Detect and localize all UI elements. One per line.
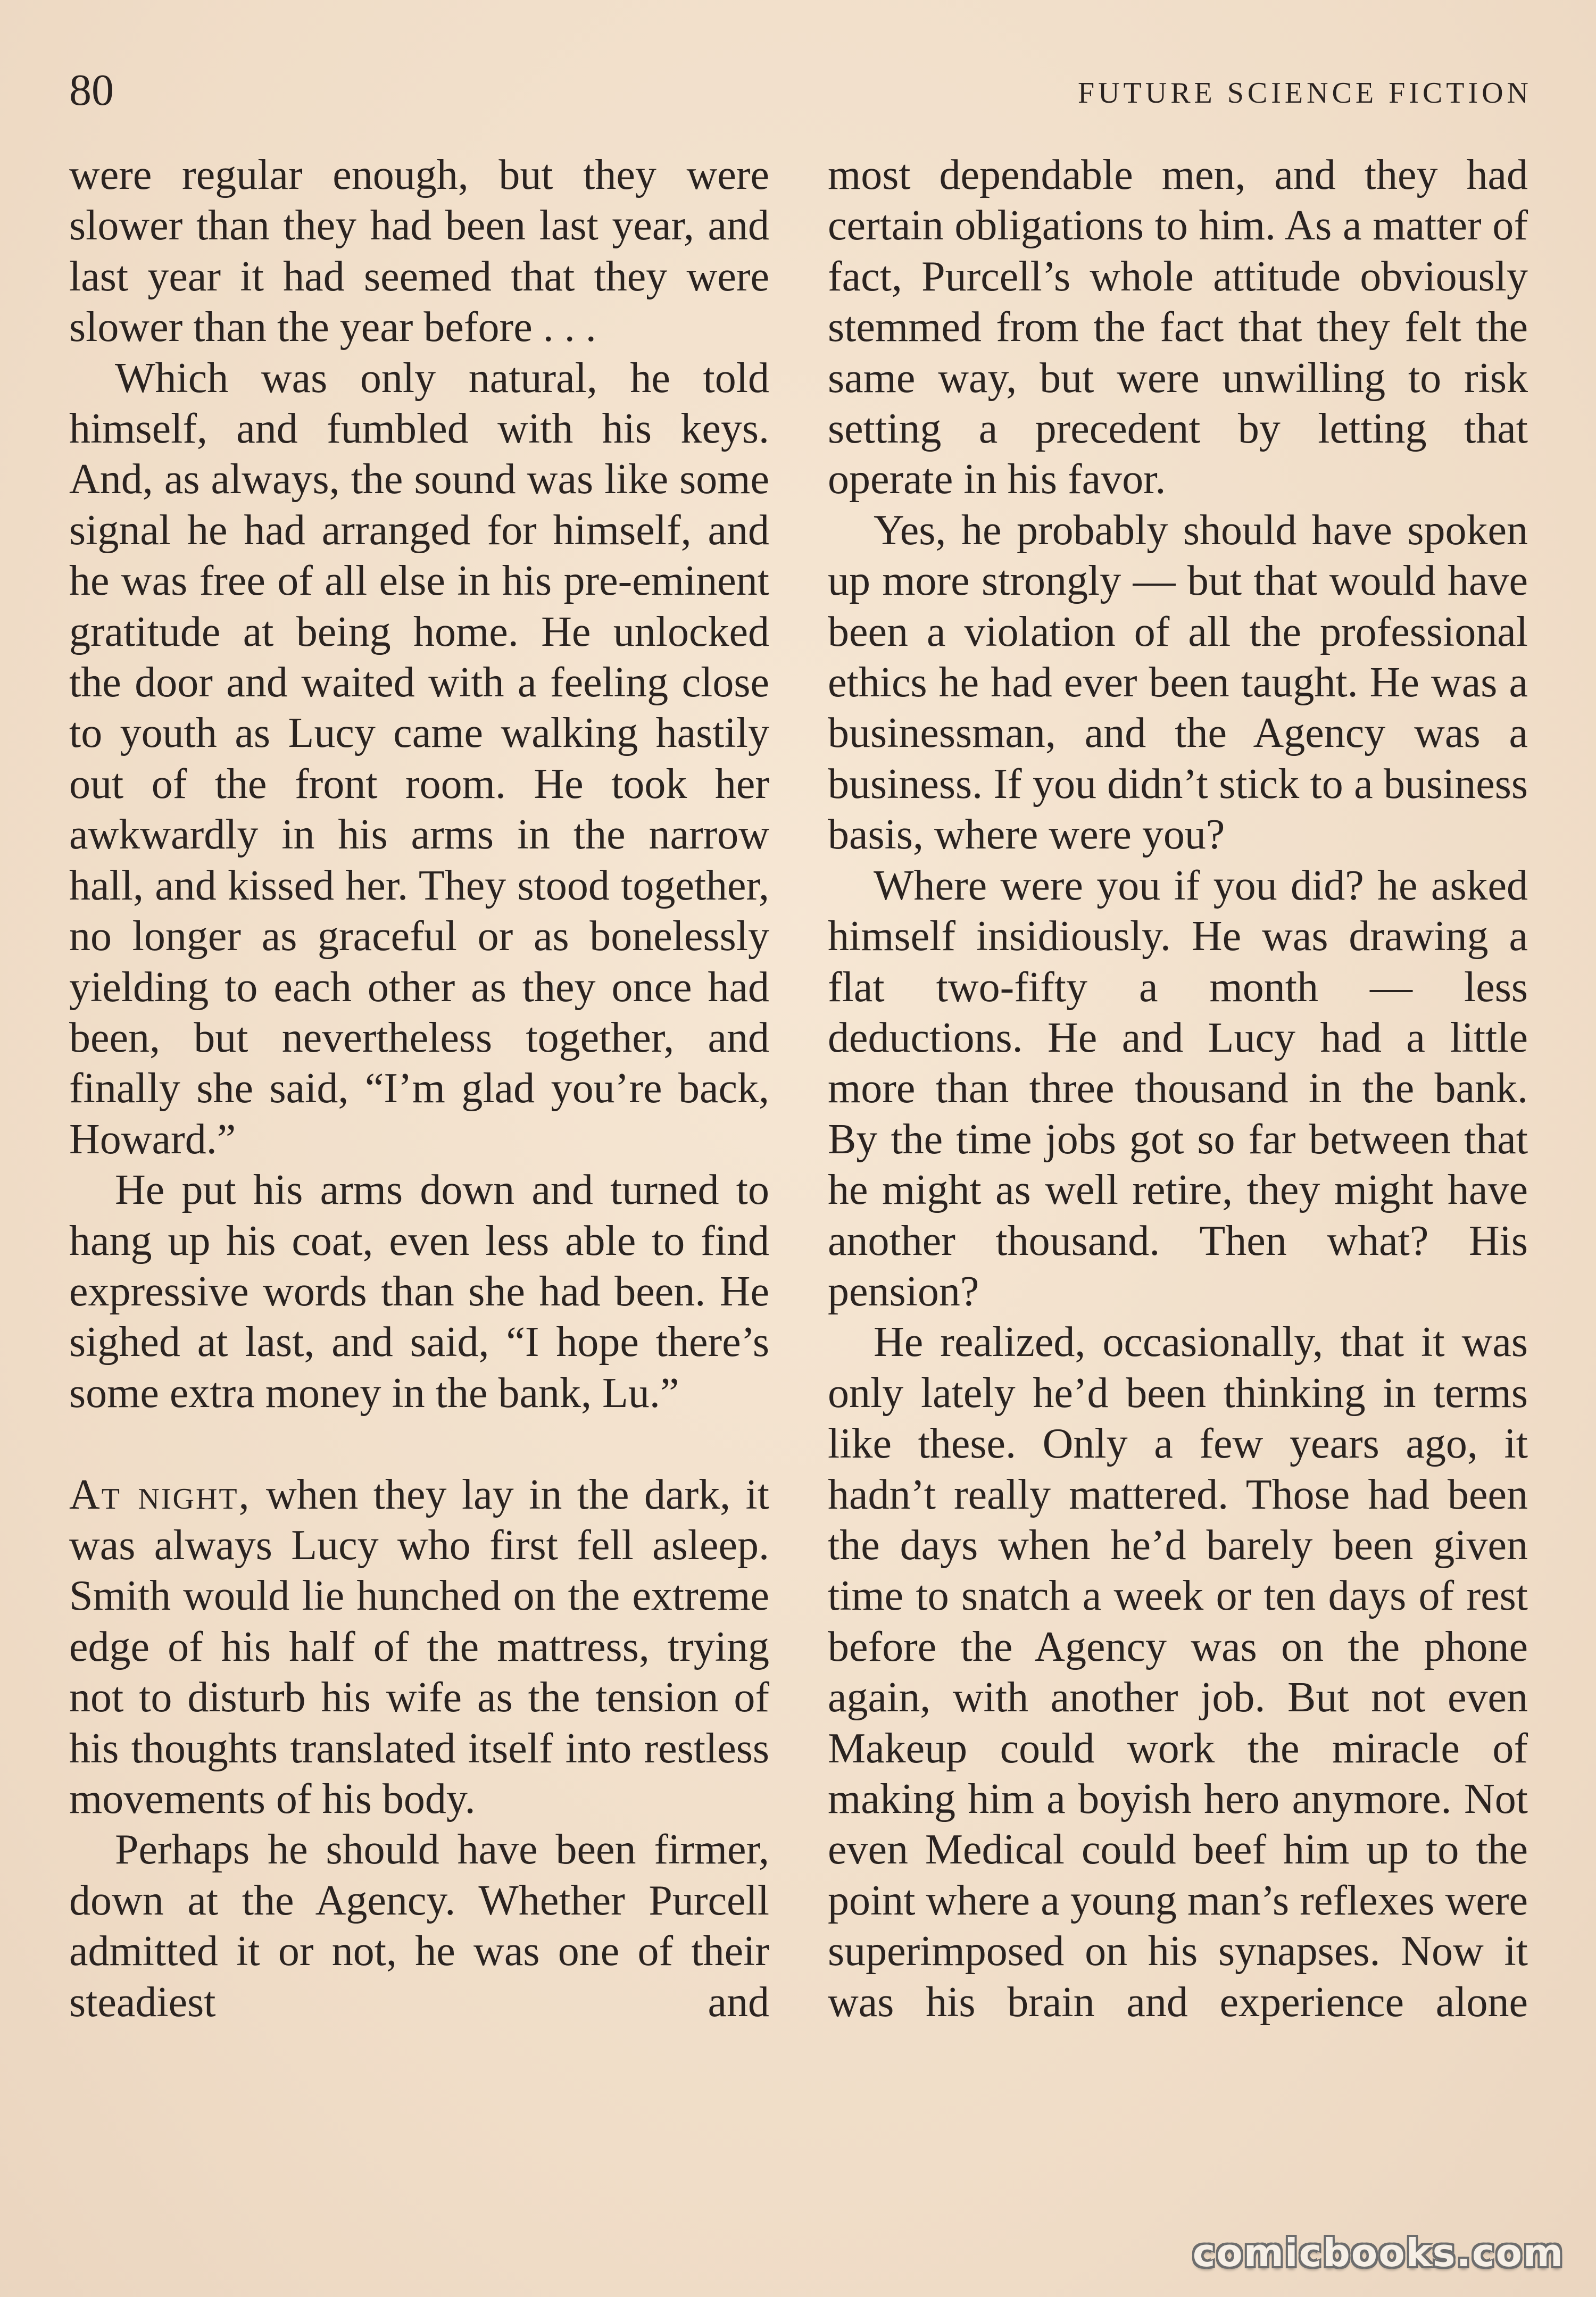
paragraph: Where were you if you did? he asked himself insidiously. He was drawing a flat two-fifty a month — less deductions. He and Lucy had a little more than three thousand in the bank. By the time jobs got so far between that he might as well retire, they might have another thousand. Then what? His pension?: [828, 862, 1528, 1315]
paragraph: Which was only natural, he told himself, and fumbled with his keys. And, as always, the sound was like some signal he had arranged for himself, and he was free of all else in his pre-eminent gratitude at being home. He unlocked the door and waited with a feeling close to youth as Lucy came walking hastily out of the front room. He took her awkwardly in his arms in the narrow hall, and kissed her. They stood together, no longer as graceful or as bonelessly yielding to each other as they once had been, but nevertheless together, and finally she said, “I’m glad you’re back, Howard.”: [69, 354, 769, 1163]
right-column: [828, 150, 1528, 2028]
paragraph-text: when they lay in the dark, it was always Lucy who first fell asleep. Smith would lie hunched on the extreme edge of his half of the mattress, trying not to disturb his wife as the tension of his thoughts translated itself into restless movements of his body.: [69, 1471, 769, 1822]
paragraph: most dependable men, and they had certain obligations to him. As a matter of fact, Purcell’s whole attitude obviously stemmed from the fact that they felt the same way, but were unwilling to risk setting a precedent by letting that operate in his favor.: [828, 152, 1528, 503]
page-header: [69, 64, 1532, 122]
paragraph: He put his arms down and turned to hang up his coat, even less able to find expressive words than she had been. He sighed at last, and said, “I hope there’s some extra money in the bank, Lu.”: [69, 1167, 769, 1417]
paragraph: Perhaps he should have been firmer, down at the Agency. Whether Purcell admitted it or not, he was one of their steadiest and: [69, 1826, 769, 2026]
paragraph: He realized, occasionally, that it was only lately he’d been thinking in terms like these. Only a few years ago, it hadn’t really mattered. Those had been the days when he’d barely been given time to snatch a week or ten days of rest before the Agency was on the phone again, with another job. But not even Makeup could work the miracle of making him a boyish hero anymore. Not even Medical could beef him up to the point where a young man’s reflexes were superimposed on his synapses. Now it was his brain and experience alone: [828, 1319, 1528, 2026]
paragraph: Yes, he probably should have spoken up more strongly — but that would have been a violation of all the professional ethics he had ever been taught. He was a businessman, and the Agency was a business. If you didn’t stick to a business basis, where were you?: [828, 506, 1528, 859]
running-head: FUTURE SCIENCE FICTION: [1077, 77, 1532, 110]
left-column: [69, 150, 769, 2028]
page-number: 80: [69, 65, 114, 115]
watermark-logo: comicbooks.com: [1192, 2231, 1564, 2275]
section-lead-in: At night,: [69, 1471, 251, 1518]
paragraph: were regular enough, but they were slower than they had been last year, and last year it had seemed that they were slower than the year before . . .: [69, 152, 769, 351]
section-start-paragraph: [69, 1470, 769, 1825]
